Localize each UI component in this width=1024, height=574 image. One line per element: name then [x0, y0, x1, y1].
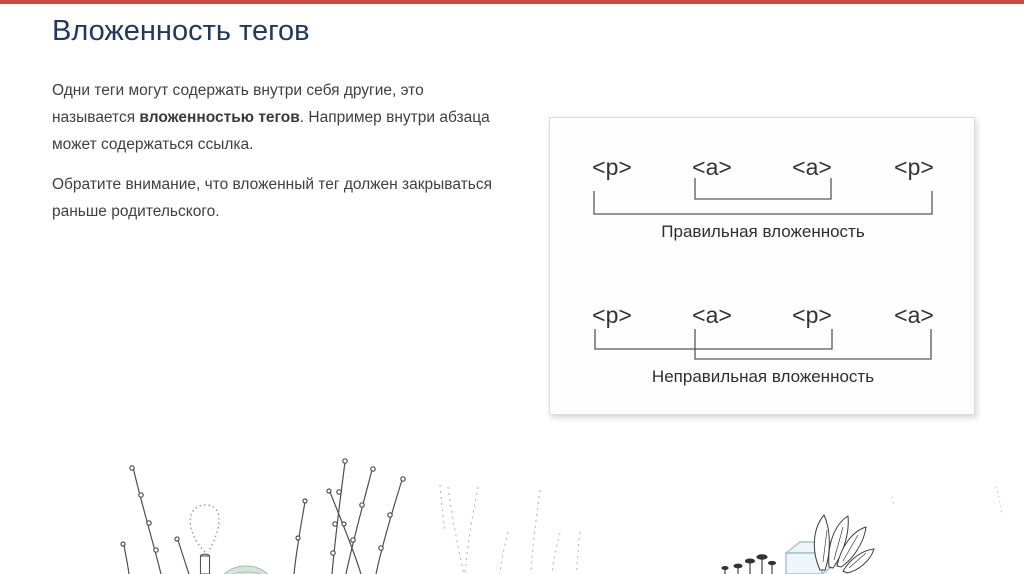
paragraph-nesting-note: [52, 171, 552, 225]
incorrect-nesting-brackets: [595, 329, 931, 359]
paragraph-nesting-intro: [52, 77, 552, 158]
text-span: . Например внутри абзаца: [299, 109, 490, 126]
willow-branches-middle-icon: [294, 459, 405, 574]
willow-branches-left-icon: [121, 466, 200, 574]
inner-a-bracket: [695, 178, 831, 199]
diagram-caption-correct: Правильная вложенность: [661, 222, 865, 241]
text-line: раньше родительского.: [52, 203, 220, 220]
tag-label: <a>: [692, 302, 732, 328]
text-line: Одни теги могут содержать внутри себя другие, это: [52, 82, 424, 99]
bold-term: вложенностью тегов: [139, 109, 300, 126]
tag-label: <a>: [894, 302, 934, 328]
a-bracket-crossing: [695, 329, 931, 359]
text-span: называется: [52, 109, 140, 126]
text-line: Обратите внимание, что вложенный тег должен закрываться: [52, 176, 492, 193]
body-text: [52, 77, 552, 225]
slide-accent-line: [0, 0, 1024, 4]
page-title: Вложенность тегов: [52, 15, 310, 47]
sage-ball-sketch-icon: [218, 566, 274, 574]
tag-label: <p>: [592, 302, 632, 328]
faint-dash-specks-icon: [892, 486, 1002, 515]
diagram-caption-incorrect: Неправильная вложенность: [651, 367, 875, 386]
text-line: [52, 104, 552, 131]
outer-p-bracket: [594, 191, 932, 214]
p-bracket: [595, 329, 832, 349]
seed-pod-sprouts-icon: [722, 555, 776, 574]
correct-nesting-brackets: [594, 178, 932, 214]
leaf-cluster-icon: [814, 515, 874, 573]
tag-label: <p>: [592, 154, 632, 180]
nesting-diagram-card: [549, 117, 975, 415]
tag-label: <a>: [792, 154, 832, 180]
dashed-grass-icon: [440, 485, 580, 574]
tag-label: <p>: [792, 302, 832, 328]
blue-cube-sketch-icon: [786, 542, 836, 574]
tag-label: <p>: [894, 154, 934, 180]
tag-label: <a>: [692, 154, 732, 180]
pendant-sketch-icon: [190, 505, 219, 574]
text-line: может содержаться ссылка.: [52, 136, 254, 153]
